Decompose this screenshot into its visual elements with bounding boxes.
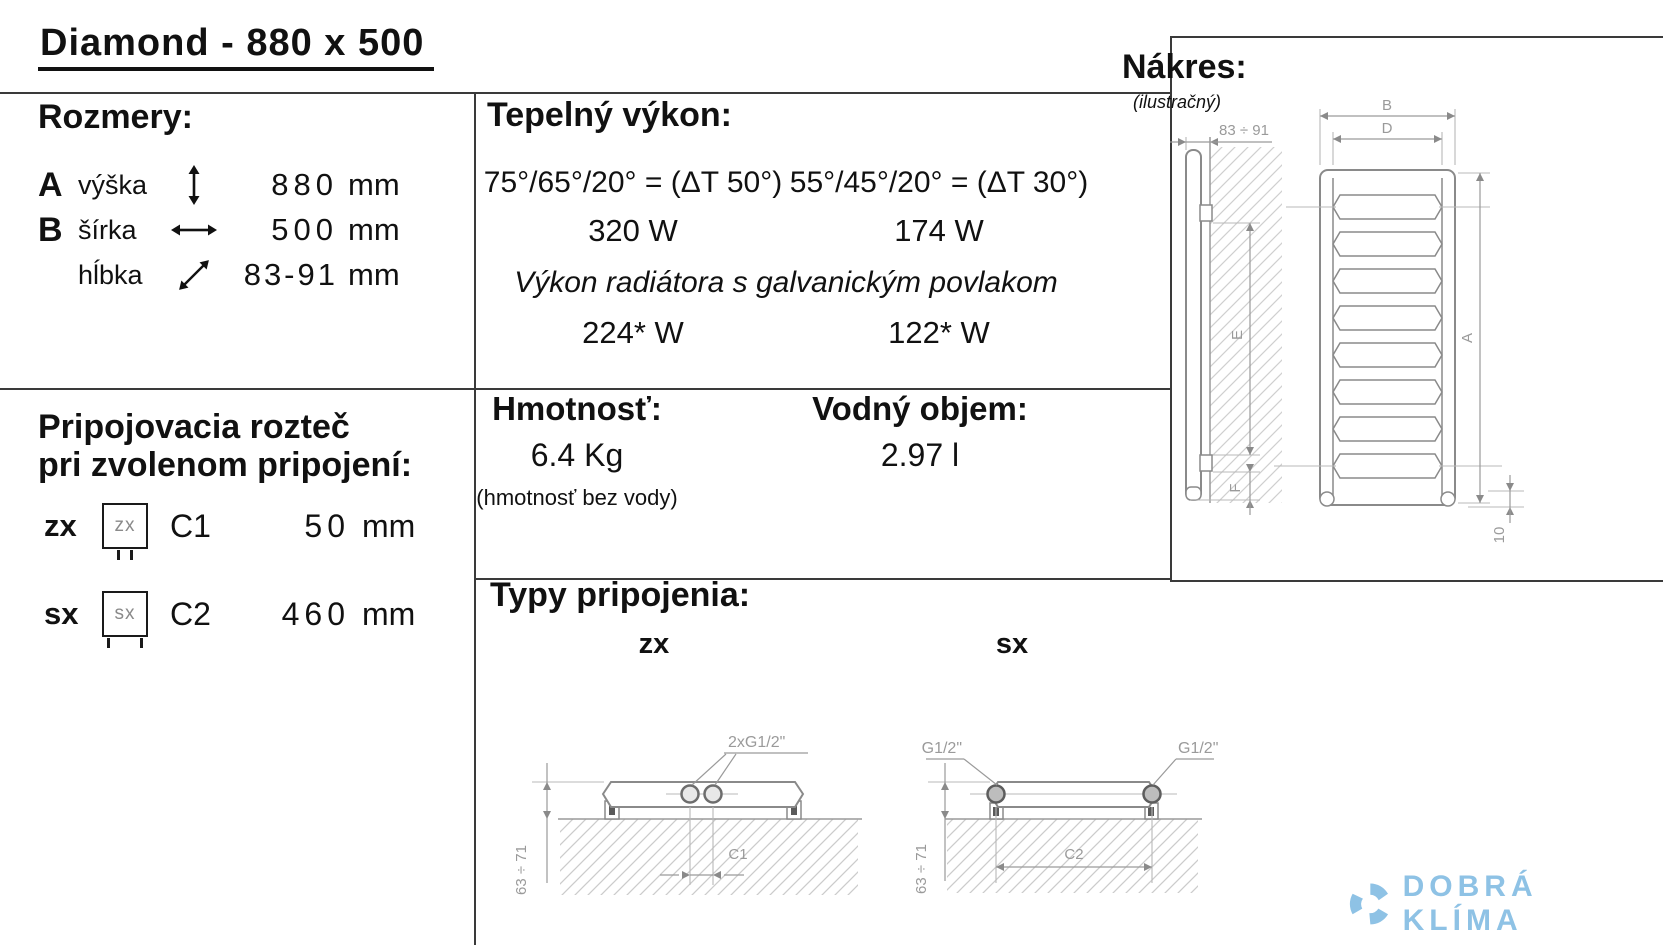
connection-port bbox=[682, 786, 699, 803]
arrow-horizontal-icon bbox=[162, 222, 226, 238]
pitch-dim-label: C2 bbox=[1064, 846, 1084, 863]
galvanic-power-dt30: 122* W bbox=[888, 315, 990, 350]
height-dimension bbox=[1458, 173, 1490, 503]
width-outer-label: B bbox=[1381, 97, 1393, 114]
page-title: Diamond - 880 x 500 bbox=[38, 22, 434, 71]
pitch-value: 50 bbox=[304, 507, 350, 544]
connection-box-label: sx bbox=[114, 603, 136, 624]
pipe-tick bbox=[117, 550, 120, 560]
thread-size-label: 2xG1/2" bbox=[728, 734, 786, 751]
connection-pitch-heading-line2: pri zvolenom pripojení: bbox=[38, 446, 413, 485]
dimension-label: šírka bbox=[78, 214, 137, 245]
pitch-value: 460 bbox=[281, 595, 350, 632]
thread-size-label-right: G1/2" bbox=[1178, 740, 1219, 757]
dimension-unit: mm bbox=[348, 257, 400, 292]
dimension-key: A bbox=[38, 165, 63, 204]
wall-hatching bbox=[560, 819, 858, 895]
galvanic-note: Výkon radiátora s galvanickým povlakom bbox=[514, 266, 1058, 299]
pipe-tick bbox=[130, 550, 133, 560]
connection-port bbox=[1144, 786, 1161, 803]
company-logo bbox=[1348, 870, 1663, 938]
drawing-note: (ilustračný) bbox=[1133, 92, 1222, 112]
connection-zx-label: zx bbox=[638, 628, 670, 660]
connection-type-label: zx bbox=[44, 508, 77, 543]
dimensions-heading: Rozmery: bbox=[38, 98, 193, 136]
weight-value: 6.4 Kg bbox=[530, 437, 624, 473]
thermal-power-dt50: 320 W bbox=[588, 213, 678, 248]
sx-connection-diagram bbox=[850, 675, 1230, 925]
offset-bottom-label: F bbox=[1227, 483, 1244, 493]
logo-swirl-icon bbox=[1348, 881, 1393, 927]
connection-zx-schematic bbox=[102, 503, 148, 549]
depth-dim-label: 83 ÷ 91 bbox=[1219, 122, 1269, 139]
water-volume-value: 2.97 l bbox=[880, 437, 960, 473]
arrow-diagonal-icon bbox=[166, 247, 223, 304]
logo-text: DOBRÁ KLÍMA bbox=[1402, 870, 1538, 937]
connection-type-label: sx bbox=[44, 596, 79, 631]
connection-port bbox=[988, 786, 1005, 803]
thermal-heading: Tepelný výkon: bbox=[487, 96, 732, 134]
weight-note: (hmotnosť bez vody) bbox=[476, 485, 678, 510]
wall-distance-label: 63 ÷ 71 bbox=[513, 845, 530, 895]
thermal-formula-dt50: 75°/65°/20° = (ΔT 50°) bbox=[483, 166, 783, 199]
wall-distance-label: 63 ÷ 71 bbox=[913, 844, 930, 894]
pitch-vertical-label: E bbox=[1229, 329, 1246, 341]
grid-line-top bbox=[0, 92, 1170, 94]
foot-dimension bbox=[1468, 475, 1524, 543]
foot-dim-label: 10 bbox=[1491, 526, 1508, 544]
height-label: A bbox=[1459, 332, 1476, 344]
water-volume-block bbox=[775, 390, 1065, 474]
pipe-tick bbox=[107, 638, 110, 648]
connection-row-sx bbox=[44, 588, 415, 640]
arrow-vertical-icon bbox=[162, 164, 226, 206]
pitch-dim-label: C2 bbox=[170, 595, 211, 632]
thermal-power-dt30: 174 W bbox=[894, 213, 984, 248]
pitch-unit: mm bbox=[362, 507, 416, 544]
drawing-heading: Nákres: bbox=[1122, 48, 1247, 86]
foot bbox=[1441, 492, 1455, 506]
dimension-row-depth bbox=[38, 253, 400, 297]
connection-pitch-heading-line1: Pripojovacia rozteč bbox=[38, 408, 350, 446]
foot bbox=[1320, 492, 1334, 506]
connection-sx-label: sx bbox=[995, 628, 1029, 660]
dimension-unit: mm bbox=[348, 167, 400, 202]
water-volume-heading: Vodný objem: bbox=[812, 390, 1028, 427]
thread-size-label-left: G1/2" bbox=[921, 740, 962, 757]
dimension-unit: mm bbox=[348, 212, 400, 247]
radiator-technical-drawing bbox=[1170, 95, 1660, 575]
pitch-dim-label: C1 bbox=[170, 507, 211, 544]
zx-connection-diagram bbox=[470, 675, 870, 925]
galvanic-power-dt50: 224* W bbox=[582, 315, 684, 350]
dimension-value: 880 bbox=[271, 167, 338, 202]
pitch-unit: mm bbox=[362, 595, 416, 632]
connection-row-zx bbox=[44, 500, 415, 552]
dimension-row-height bbox=[38, 163, 400, 207]
width-inner-label: D bbox=[1381, 120, 1393, 137]
depth-dimension bbox=[1170, 122, 1272, 150]
connection-types-heading: Typy pripojenia: bbox=[490, 576, 751, 614]
thread-leader-lines bbox=[692, 753, 808, 785]
thermal-block bbox=[480, 166, 1092, 351]
connection-pitch-heading bbox=[38, 408, 412, 485]
dimension-row-width bbox=[38, 208, 400, 252]
connection-port bbox=[705, 786, 722, 803]
connection-box-label: zx bbox=[114, 515, 136, 536]
dimension-label: výška bbox=[78, 169, 148, 200]
dimension-label: hĺbka bbox=[78, 259, 143, 290]
dimension-value: 83-91 bbox=[243, 257, 338, 292]
radiator-side-view bbox=[1186, 137, 1282, 503]
thermal-formula-dt30: 55°/45°/20° = (ΔT 30°) bbox=[789, 166, 1089, 199]
width-inner-dimension bbox=[1333, 120, 1442, 165]
pipe-tick bbox=[140, 638, 143, 648]
pitch-dim-label: C1 bbox=[728, 846, 748, 863]
weight-block bbox=[452, 390, 702, 511]
dimension-value: 500 bbox=[271, 212, 338, 247]
dimension-key: B bbox=[38, 210, 63, 249]
connection-sx-schematic bbox=[102, 591, 148, 637]
weight-heading: Hmotnosť: bbox=[492, 390, 662, 427]
